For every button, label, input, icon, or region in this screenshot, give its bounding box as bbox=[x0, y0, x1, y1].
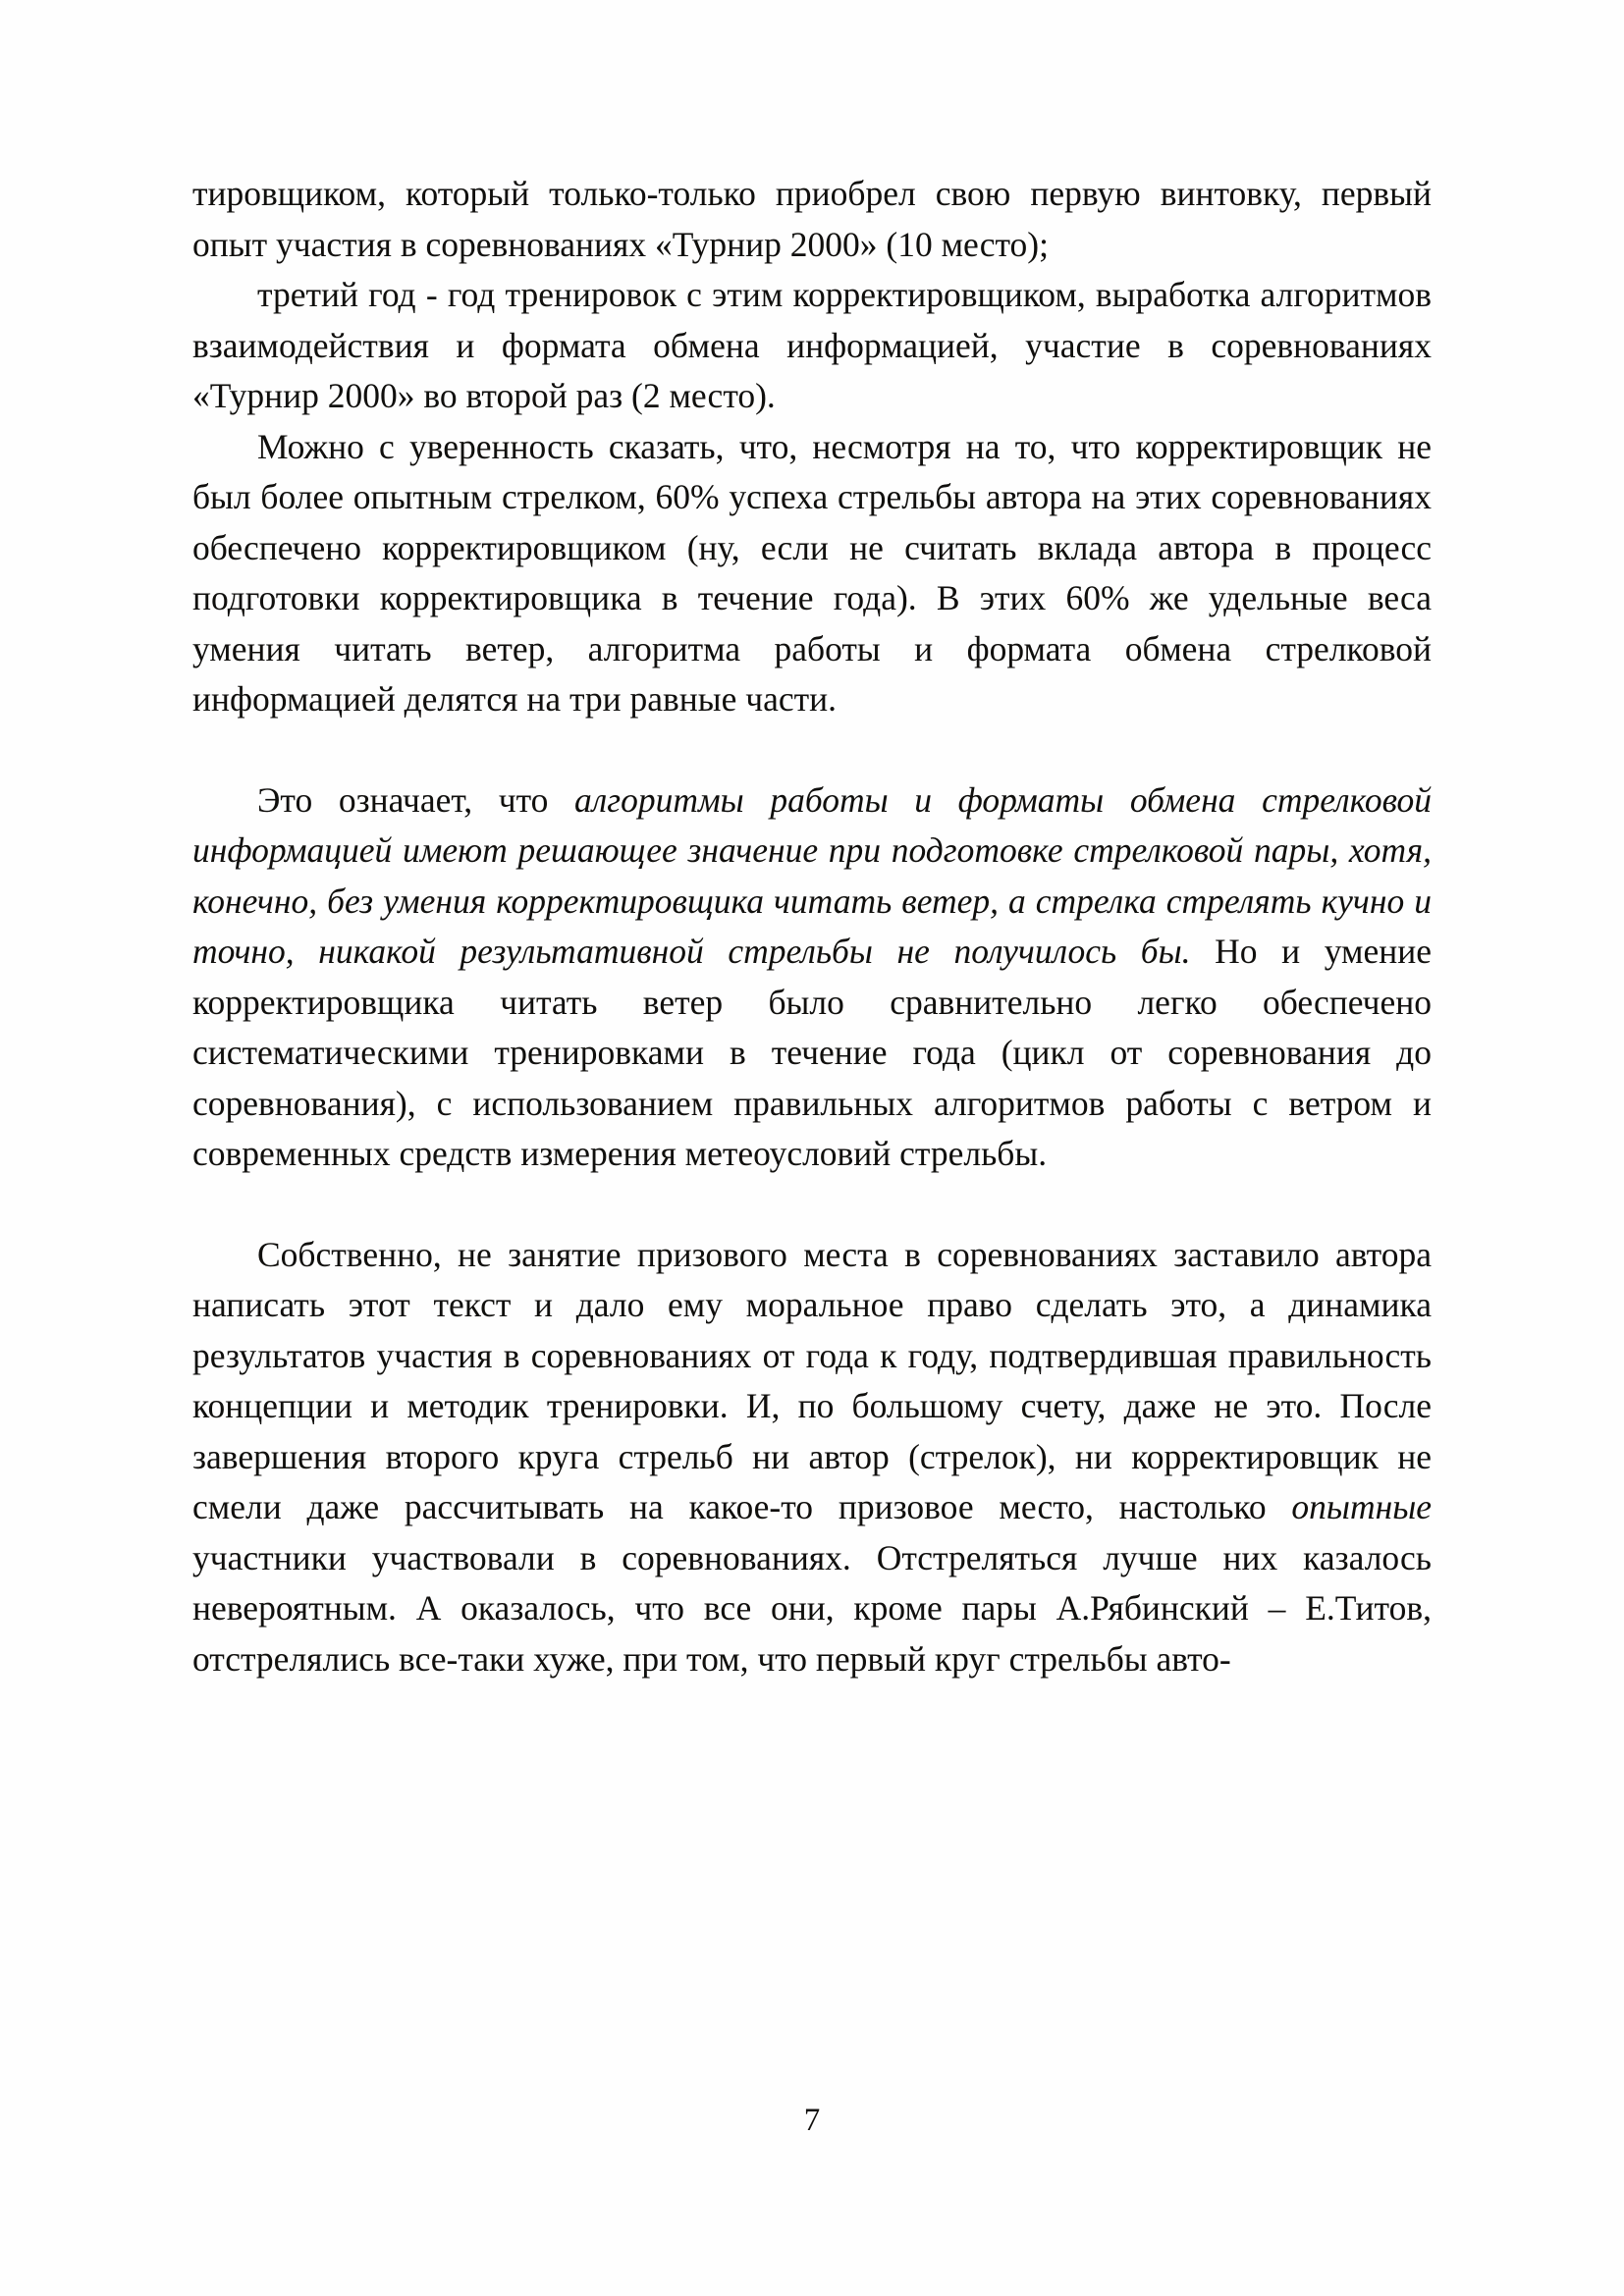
paragraph-4-emphasis: алгоритмы работы и форматы обмена стрелковой информацией имеют решающее значение при подготовке стрелковой пары, хотя, конечно, без умения корректировщика читать ветер, а стрелка стрелять кучно и точно, никакой результативной стрельбы не получилось бы. bbox=[192, 779, 1433, 971]
page-body-text bbox=[192, 169, 1432, 1684]
page-number: 7 bbox=[803, 2103, 821, 2138]
paragraph-4-tail: Но и умение корректировщика читать ветер было сравнительно легко обеспечено систематическими тренировками в течение года (цикл от соревнования до соревнования), с использованием правильных алгоритмов работы с ветром и современных средств измерения метеоусловий стрельбы. bbox=[192, 932, 1432, 1173]
paragraph-5 bbox=[192, 1230, 1432, 1685]
paragraph-4 bbox=[192, 775, 1432, 1180]
paragraph-5-tail: участники участвовали в соревнованиях. Отстреляться лучше них казалось невероятным. А оказалось, что все они, кроме пары А.Рябинский – Е.Титов, отстрелялись все-таки хуже, при том, что первый круг стрельбы авто- bbox=[192, 1537, 1432, 1679]
paragraph-5-emphasis: опытные bbox=[1291, 1487, 1432, 1526]
paragraph-1: тировщиком, который только-только приобрел свою первую винтовку, первый опыт участия в соревнованиях «Турнир 2000» (10 место); bbox=[192, 174, 1432, 264]
paragraph-2: третий год - год тренировок с этим корректировщиком, выработка алгоритмов взаимодействия и формата обмена информацией, участие в соревнованиях «Турнир 2000» во второй раз (2 место). bbox=[192, 275, 1432, 415]
paragraph-4-lead: Это означает, что bbox=[257, 779, 575, 820]
paragraph-5-lead: Собственно, не занятие призового места в соревнованиях заставило автора написать этот текст и дало ему моральное право сделать это, а динамика результатов участия в соревнованиях от года к году, подтвердившая правильность концепции и методик тренировки. И, по большому счету, даже не это. После завершения второго круга стрельб ни автор (стрелок), ни корректировщик не смели даже рассчитывать на какое-то призовое место, настолько bbox=[192, 1234, 1432, 1526]
paragraph-3: Можно с уверенность сказать, что, несмотря на то, что корректировщик не был более опытным стрелком, 60% успеха стрельбы автора на этих соревнованиях обеспечено корректировщиком (ну, если не считать вклада автора в процесс подготовки корректировщика в течение года). В этих 60% же удельные веса умения читать ветер, алгоритма работы и формата обмена стрелковой информацией делятся на три равные части. bbox=[192, 426, 1432, 719]
